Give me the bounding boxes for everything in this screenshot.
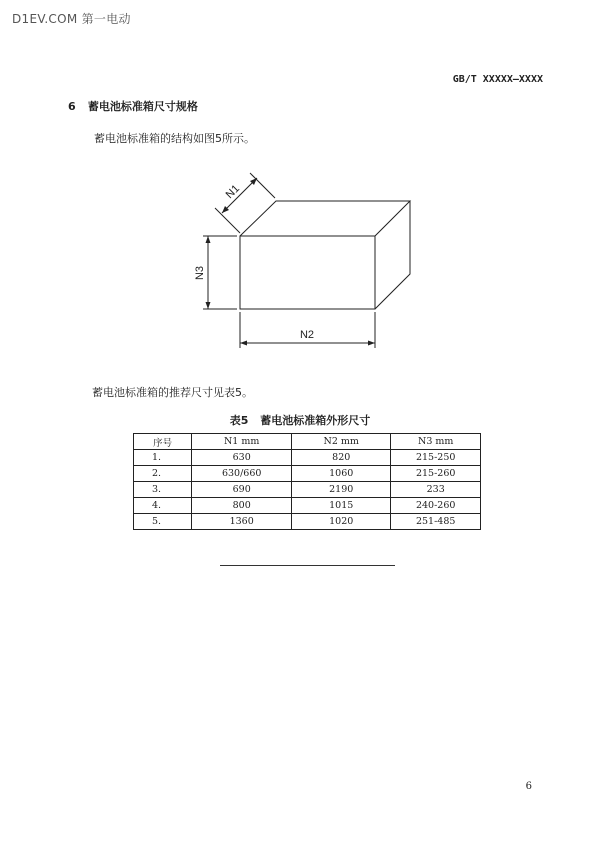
cell-index: 1. <box>134 450 192 466</box>
header-n2: N2 mm <box>292 434 391 450</box>
intro-paragraph: 蓄电池标准箱的结构如图5所示。 <box>94 132 255 145</box>
table-caption <box>0 412 600 428</box>
table-row <box>134 466 481 482</box>
cell-n2: 1020 <box>292 514 391 530</box>
cell-n3: 215-250 <box>391 450 481 466</box>
standard-code: GB/T XXXXX—XXXX <box>452 74 543 85</box>
table-header-row <box>134 434 481 450</box>
cell-n1: 630/660 <box>192 466 292 482</box>
cell-n3: 240-260 <box>391 498 481 514</box>
table-caption-number: 表5 <box>229 414 249 427</box>
cell-index: 3. <box>134 482 192 498</box>
header-n1: N1 mm <box>192 434 292 450</box>
cell-n3: 251-485 <box>391 514 481 530</box>
section-title: 蓄电池标准箱尺寸规格 <box>87 100 198 113</box>
dimensions-table <box>133 433 481 530</box>
label-n2: N2 <box>299 329 315 341</box>
cell-n2: 820 <box>292 450 391 466</box>
battery-box-diagram <box>185 170 425 350</box>
table-reference-paragraph: 蓄电池标准箱的推荐尺寸见表5。 <box>92 386 253 399</box>
end-rule <box>220 565 395 566</box>
cell-n3: 233 <box>391 482 481 498</box>
section-heading <box>68 98 198 114</box>
cell-index: 2. <box>134 466 192 482</box>
cell-n2: 1060 <box>292 466 391 482</box>
watermark-text: D1EV.COM 第一电动 <box>12 12 131 26</box>
cell-n1: 800 <box>192 498 292 514</box>
cell-n1: 630 <box>192 450 292 466</box>
table-row <box>134 482 481 498</box>
label-n1: N1 <box>223 182 243 202</box>
box-front-face <box>240 236 375 309</box>
cell-n3: 215-260 <box>391 466 481 482</box>
header-n3: N3 mm <box>391 434 481 450</box>
table-row <box>134 498 481 514</box>
box-right-face <box>375 201 410 309</box>
box-top-face <box>240 201 410 236</box>
header-index: 序号 <box>134 434 192 450</box>
label-n3: N3 <box>194 265 206 281</box>
table-row <box>134 450 481 466</box>
cell-n2: 2190 <box>292 482 391 498</box>
cell-n1: 1360 <box>192 514 292 530</box>
cell-index: 5. <box>134 514 192 530</box>
section-number: 6 <box>68 100 76 113</box>
cell-index: 4. <box>134 498 192 514</box>
table-row <box>134 514 481 530</box>
cell-n2: 1015 <box>292 498 391 514</box>
table-caption-title: 蓄电池标准箱外形尺寸 <box>260 414 371 427</box>
page-number: 6 <box>525 781 532 792</box>
cell-n1: 690 <box>192 482 292 498</box>
